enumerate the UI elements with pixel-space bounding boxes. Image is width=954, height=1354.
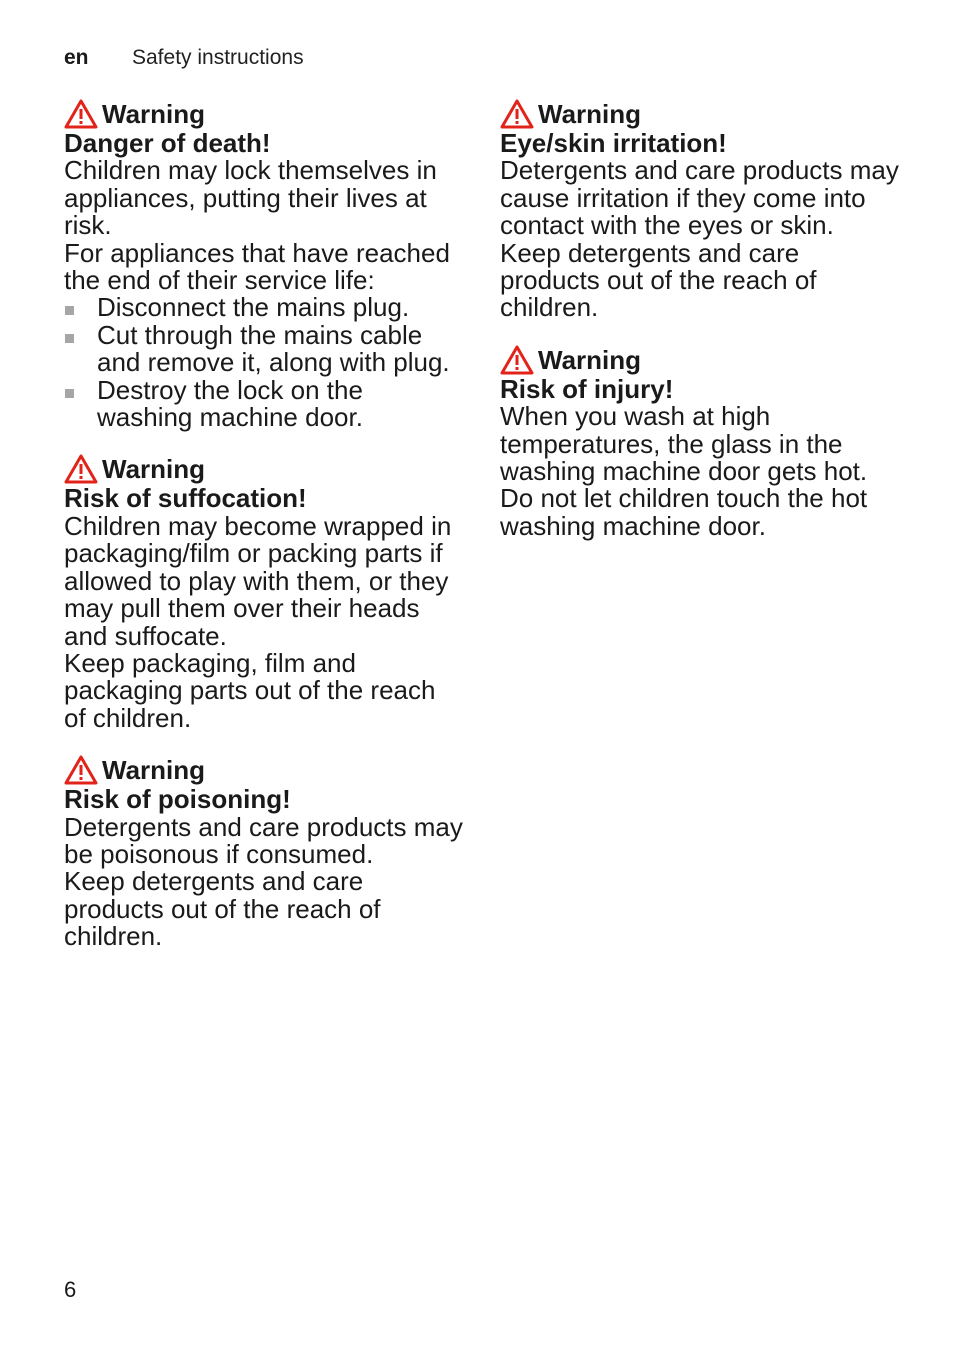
section-title: Safety instructions [132,46,304,69]
warning-paragraph: Detergents and care products may be poisonous if consumed. [64,811,463,869]
page-number: 6 [64,1277,77,1302]
square-bullet-icon [65,334,74,343]
square-bullet-icon [65,306,74,315]
warning-paragraph: Children may lock themselves in appliances, putting their lives at risk. [64,155,437,241]
warning-heading [500,344,900,376]
list-item-text: Destroy the lock on the washing machine door. [97,374,363,433]
list-item [64,294,464,321]
warning-heading [64,754,464,786]
warning-triangle-icon [500,345,534,375]
warning-block-eye-skin-irritation [500,98,900,322]
warning-paragraph: Detergents and care products may cause irritation if they come into contact with the eyes or skin. [500,155,899,241]
list-item [64,374,464,433]
warning-title: Danger of death! [64,128,271,158]
warning-triangle-icon [64,755,98,785]
warning-heading [500,98,900,130]
warning-paragraph: Keep packaging, film and packaging parts out of the reach of children. [64,647,436,733]
warning-triangle-icon [64,454,98,484]
warning-triangle-icon [500,99,534,129]
warning-paragraph: When you wash at high temperatures, the glass in the washing machine door gets hot. [500,401,868,487]
warning-paragraph: Do not let children touch the hot washing machine door. [500,483,868,541]
warning-label: Warning [102,99,206,129]
warning-title: Risk of injury! [500,373,674,404]
list-item-text: Disconnect the mains plug. [97,292,410,323]
language-code: en [64,46,89,69]
warning-label: Warning [102,454,206,485]
right-column [500,98,900,562]
warning-block-suffocation [64,453,464,732]
list-item-text: Cut through the mains cable and remove it, along with plug. [97,319,450,378]
warning-paragraph: For appliances that have reached the end of their service life: [64,237,450,296]
warning-block-danger-of-death [64,98,464,431]
left-column [64,98,464,973]
list-item [64,319,464,378]
warning-heading [64,98,464,130]
warning-label: Warning [102,755,206,786]
warning-block-injury [500,344,900,540]
square-bullet-icon [65,389,74,398]
warning-title: Risk of poisoning! [64,784,291,815]
warning-block-poisoning [64,754,464,950]
warning-paragraph: Keep detergents and care products out of the reach of children. [64,866,381,952]
warning-title: Eye/skin irritation! [500,128,727,158]
warning-label: Warning [538,99,642,129]
page-header [64,44,304,72]
warning-triangle-icon [64,99,98,129]
bullet-list [64,294,464,431]
warning-paragraph: Children may become wrapped in packaging/film or packing parts if allowed to play with them, or they may pull them over their heads and suffocate. [64,510,452,651]
warning-heading [64,453,464,485]
warning-title: Risk of suffocation! [64,483,307,514]
warning-paragraph: Keep detergents and care products out of the reach of children. [500,237,817,323]
warning-label: Warning [538,344,642,375]
